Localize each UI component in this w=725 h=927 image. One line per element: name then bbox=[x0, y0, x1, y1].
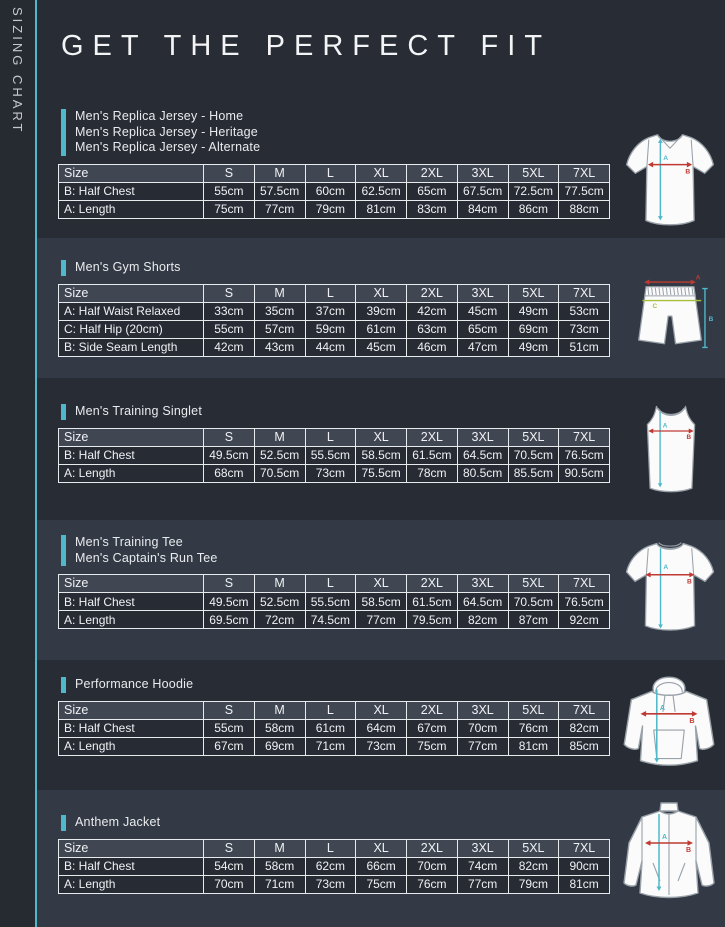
size-table bbox=[58, 428, 610, 483]
shorts-drawing bbox=[624, 271, 716, 365]
size-header-label: Size bbox=[59, 284, 204, 302]
tee-drawing bbox=[620, 536, 720, 640]
product-title-lines bbox=[75, 404, 202, 420]
size-value-cell: 58.5cm bbox=[356, 446, 407, 464]
size-value-cell: 46cm bbox=[407, 338, 458, 356]
size-value-cell: 63cm bbox=[407, 320, 458, 338]
size-value-cell: 70.5cm bbox=[254, 464, 305, 482]
size-value-cell: 42cm bbox=[407, 302, 458, 320]
size-col-header: 2XL bbox=[407, 839, 458, 857]
section-band-jacket bbox=[37, 790, 725, 927]
size-value-cell: 65cm bbox=[457, 320, 508, 338]
size-value-cell: 76cm bbox=[508, 719, 559, 737]
size-table bbox=[58, 574, 610, 629]
size-col-header: 7XL bbox=[559, 164, 610, 182]
product-title: Men's Gym Shorts bbox=[75, 260, 181, 274]
size-col-header: XL bbox=[356, 164, 407, 182]
accent-bar bbox=[61, 109, 66, 156]
size-value-cell: 80.5cm bbox=[457, 464, 508, 482]
size-value-cell: 67.5cm bbox=[457, 182, 508, 200]
size-col-header: 7XL bbox=[559, 701, 610, 719]
measurement-row-label: B: Half Chest bbox=[59, 593, 204, 611]
size-value-cell: 51cm bbox=[559, 338, 610, 356]
measurement-row bbox=[59, 875, 610, 893]
accent-bar bbox=[61, 535, 66, 566]
measurement-row bbox=[59, 611, 610, 629]
size-value-cell: 45cm bbox=[457, 302, 508, 320]
size-col-header: L bbox=[305, 428, 356, 446]
size-value-cell: 44cm bbox=[305, 338, 356, 356]
size-col-header: 7XL bbox=[559, 284, 610, 302]
size-value-cell: 82cm bbox=[559, 719, 610, 737]
product-title-lines bbox=[75, 535, 218, 566]
svg-text:C: C bbox=[652, 302, 658, 310]
svg-text:A: A bbox=[662, 422, 668, 430]
size-value-cell: 87cm bbox=[508, 611, 559, 629]
size-value-cell: 67cm bbox=[204, 737, 255, 755]
size-value-cell: 64cm bbox=[356, 719, 407, 737]
size-value-cell: 76.5cm bbox=[559, 593, 610, 611]
size-col-header: 7XL bbox=[559, 428, 610, 446]
size-header-label: Size bbox=[59, 839, 204, 857]
svg-text:A: A bbox=[659, 703, 665, 712]
size-value-cell: 90.5cm bbox=[559, 464, 610, 482]
product-title-lines bbox=[75, 260, 181, 276]
product-title: Men's Replica Jersey - Alternate bbox=[75, 140, 261, 154]
size-value-cell: 74.5cm bbox=[305, 611, 356, 629]
product-title: Men's Replica Jersey - Home bbox=[75, 109, 244, 123]
svg-text:B: B bbox=[686, 434, 692, 442]
svg-text:B: B bbox=[708, 315, 714, 323]
measurement-row-label: B: Half Chest bbox=[59, 719, 204, 737]
size-value-cell: 54cm bbox=[204, 857, 255, 875]
section-band-singlet bbox=[37, 378, 725, 520]
size-table bbox=[58, 839, 610, 894]
size-col-header: M bbox=[254, 839, 305, 857]
size-value-cell: 60cm bbox=[305, 182, 356, 200]
size-col-header: L bbox=[305, 839, 356, 857]
size-value-cell: 70cm bbox=[457, 719, 508, 737]
size-col-header: 2XL bbox=[407, 428, 458, 446]
shorts-illustration bbox=[624, 271, 716, 365]
size-value-cell: 42cm bbox=[204, 338, 255, 356]
size-value-cell: 58cm bbox=[254, 857, 305, 875]
size-header-row bbox=[59, 428, 610, 446]
size-value-cell: 77cm bbox=[457, 875, 508, 893]
title-spacer bbox=[58, 63, 725, 109]
measurement-row bbox=[59, 302, 610, 320]
measurement-row bbox=[59, 182, 610, 200]
size-header-label: Size bbox=[59, 428, 204, 446]
measurement-row-label: A: Length bbox=[59, 875, 204, 893]
size-col-header: L bbox=[305, 284, 356, 302]
product-title: Men's Replica Jersey - Heritage bbox=[75, 124, 258, 139]
measurement-row bbox=[59, 737, 610, 755]
hoodie-drawing bbox=[617, 667, 721, 781]
measurement-row bbox=[59, 200, 610, 218]
size-value-cell: 72.5cm bbox=[508, 182, 559, 200]
sidebar-label: SIZING CHART bbox=[10, 7, 25, 135]
size-value-cell: 53cm bbox=[559, 302, 610, 320]
section-band-tee bbox=[37, 520, 725, 660]
size-col-header: M bbox=[254, 701, 305, 719]
product-title: Men's Training Singlet bbox=[75, 404, 202, 418]
size-value-cell: 47cm bbox=[457, 338, 508, 356]
size-value-cell: 49cm bbox=[508, 302, 559, 320]
size-value-cell: 37cm bbox=[305, 302, 356, 320]
size-col-header: S bbox=[204, 575, 255, 593]
size-value-cell: 85cm bbox=[559, 737, 610, 755]
product-title-lines bbox=[75, 109, 260, 156]
size-col-header: 3XL bbox=[457, 575, 508, 593]
size-value-cell: 61.5cm bbox=[407, 593, 458, 611]
size-value-cell: 86cm bbox=[508, 200, 559, 218]
size-value-cell: 90cm bbox=[559, 857, 610, 875]
jacket-drawing bbox=[618, 801, 720, 913]
svg-text:B: B bbox=[687, 578, 692, 586]
page-title: GET THE PERFECT FIT bbox=[61, 30, 552, 62]
size-value-cell: 64.5cm bbox=[457, 446, 508, 464]
size-col-header: 2XL bbox=[407, 575, 458, 593]
measurement-row-label: B: Half Chest bbox=[59, 857, 204, 875]
size-col-header: 5XL bbox=[508, 284, 559, 302]
size-value-cell: 73cm bbox=[559, 320, 610, 338]
section-band-hoodie bbox=[37, 660, 725, 790]
size-col-header: S bbox=[204, 284, 255, 302]
size-col-header: S bbox=[204, 428, 255, 446]
size-value-cell: 81cm bbox=[356, 200, 407, 218]
size-col-header: 7XL bbox=[559, 575, 610, 593]
accent-bar bbox=[61, 260, 66, 276]
size-header-row bbox=[59, 701, 610, 719]
size-value-cell: 67cm bbox=[407, 719, 458, 737]
size-value-cell: 84cm bbox=[457, 200, 508, 218]
size-value-cell: 73cm bbox=[305, 875, 356, 893]
size-col-header: 2XL bbox=[407, 701, 458, 719]
size-col-header: XL bbox=[356, 284, 407, 302]
measurement-row bbox=[59, 719, 610, 737]
singlet-drawing bbox=[625, 401, 717, 501]
size-table bbox=[58, 701, 610, 756]
size-col-header: 3XL bbox=[457, 164, 508, 182]
svg-text:A: A bbox=[695, 274, 701, 282]
size-value-cell: 85.5cm bbox=[508, 464, 559, 482]
size-header-row bbox=[59, 164, 610, 182]
size-col-header: 5XL bbox=[508, 701, 559, 719]
measurement-row-label: C: Half Hip (20cm) bbox=[59, 320, 204, 338]
size-value-cell: 69.5cm bbox=[204, 611, 255, 629]
size-value-cell: 79cm bbox=[305, 200, 356, 218]
product-title: Men's Captain's Run Tee bbox=[75, 550, 218, 565]
measurement-row bbox=[59, 464, 610, 482]
size-value-cell: 73cm bbox=[305, 464, 356, 482]
hoodie-illustration bbox=[617, 667, 721, 781]
product-title: Men's Training Tee bbox=[75, 535, 183, 549]
size-value-cell: 75cm bbox=[407, 737, 458, 755]
size-header-row bbox=[59, 284, 610, 302]
size-col-header: S bbox=[204, 164, 255, 182]
size-col-header: 2XL bbox=[407, 164, 458, 182]
jersey-drawing bbox=[620, 128, 720, 234]
measurement-row-label: B: Half Chest bbox=[59, 182, 204, 200]
size-value-cell: 79.5cm bbox=[407, 611, 458, 629]
tee-illustration bbox=[620, 536, 720, 640]
size-value-cell: 75cm bbox=[204, 200, 255, 218]
measurement-row-label: A: Length bbox=[59, 737, 204, 755]
size-col-header: 7XL bbox=[559, 839, 610, 857]
size-col-header: 2XL bbox=[407, 284, 458, 302]
size-value-cell: 75.5cm bbox=[356, 464, 407, 482]
svg-text:B: B bbox=[685, 168, 691, 176]
svg-text:A: A bbox=[663, 154, 669, 162]
size-col-header: XL bbox=[356, 575, 407, 593]
size-col-header: XL bbox=[356, 428, 407, 446]
svg-text:A: A bbox=[662, 834, 668, 841]
size-value-cell: 69cm bbox=[254, 737, 305, 755]
size-value-cell: 57.5cm bbox=[254, 182, 305, 200]
size-table bbox=[58, 284, 610, 357]
size-col-header: 5XL bbox=[508, 575, 559, 593]
size-value-cell: 61.5cm bbox=[407, 446, 458, 464]
size-value-cell: 78cm bbox=[407, 464, 458, 482]
size-value-cell: 88cm bbox=[559, 200, 610, 218]
size-value-cell: 66cm bbox=[356, 857, 407, 875]
size-value-cell: 70.5cm bbox=[508, 446, 559, 464]
measurement-row bbox=[59, 320, 610, 338]
size-value-cell: 82cm bbox=[457, 611, 508, 629]
measurement-row-label: B: Side Seam Length bbox=[59, 338, 204, 356]
size-value-cell: 77cm bbox=[356, 611, 407, 629]
jacket-illustration bbox=[618, 801, 720, 913]
product-title: Performance Hoodie bbox=[75, 677, 194, 691]
size-value-cell: 77cm bbox=[457, 737, 508, 755]
size-value-cell: 39cm bbox=[356, 302, 407, 320]
size-value-cell: 62cm bbox=[305, 857, 356, 875]
svg-text:B: B bbox=[689, 716, 695, 725]
size-value-cell: 69cm bbox=[508, 320, 559, 338]
size-col-header: 3XL bbox=[457, 839, 508, 857]
measurement-row-label: A: Half Waist Relaxed bbox=[59, 302, 204, 320]
size-value-cell: 74cm bbox=[457, 857, 508, 875]
svg-text:B: B bbox=[686, 847, 692, 854]
size-value-cell: 59cm bbox=[305, 320, 356, 338]
size-value-cell: 70.5cm bbox=[508, 593, 559, 611]
size-col-header: S bbox=[204, 839, 255, 857]
size-col-header: 5XL bbox=[508, 164, 559, 182]
size-value-cell: 82cm bbox=[508, 857, 559, 875]
size-header-row bbox=[59, 839, 610, 857]
measurement-row bbox=[59, 593, 610, 611]
size-value-cell: 55cm bbox=[204, 719, 255, 737]
size-value-cell: 57cm bbox=[254, 320, 305, 338]
size-value-cell: 35cm bbox=[254, 302, 305, 320]
size-col-header: 3XL bbox=[457, 701, 508, 719]
measurement-row-label: A: Length bbox=[59, 200, 204, 218]
measurement-row bbox=[59, 857, 610, 875]
sidebar-rail bbox=[0, 0, 37, 927]
size-value-cell: 64.5cm bbox=[457, 593, 508, 611]
size-value-cell: 49.5cm bbox=[204, 593, 255, 611]
size-value-cell: 79cm bbox=[508, 875, 559, 893]
size-value-cell: 81cm bbox=[559, 875, 610, 893]
size-col-header: M bbox=[254, 428, 305, 446]
size-value-cell: 55.5cm bbox=[305, 593, 356, 611]
size-value-cell: 55.5cm bbox=[305, 446, 356, 464]
size-col-header: L bbox=[305, 701, 356, 719]
size-value-cell: 71cm bbox=[254, 875, 305, 893]
size-value-cell: 52.5cm bbox=[254, 593, 305, 611]
size-value-cell: 81cm bbox=[508, 737, 559, 755]
size-value-cell: 77.5cm bbox=[559, 182, 610, 200]
accent-bar bbox=[61, 677, 66, 693]
measurement-row-label: B: Half Chest bbox=[59, 446, 204, 464]
singlet-illustration bbox=[625, 401, 717, 501]
size-header-label: Size bbox=[59, 575, 204, 593]
size-value-cell: 55cm bbox=[204, 320, 255, 338]
size-col-header: M bbox=[254, 575, 305, 593]
section-band-shorts bbox=[37, 238, 725, 378]
size-table bbox=[58, 164, 610, 219]
size-value-cell: 77cm bbox=[254, 200, 305, 218]
size-header-label: Size bbox=[59, 701, 204, 719]
measurement-row bbox=[59, 446, 610, 464]
size-col-header: 5XL bbox=[508, 428, 559, 446]
size-value-cell: 33cm bbox=[204, 302, 255, 320]
product-title-lines bbox=[75, 815, 160, 831]
size-col-header: XL bbox=[356, 839, 407, 857]
size-value-cell: 92cm bbox=[559, 611, 610, 629]
size-header-label: Size bbox=[59, 164, 204, 182]
measurement-row-label: A: Length bbox=[59, 611, 204, 629]
size-value-cell: 45cm bbox=[356, 338, 407, 356]
size-value-cell: 75cm bbox=[356, 875, 407, 893]
svg-text:A: A bbox=[663, 564, 669, 572]
jersey-illustration bbox=[620, 128, 720, 234]
product-title-lines bbox=[75, 677, 193, 693]
size-value-cell: 70cm bbox=[204, 875, 255, 893]
size-value-cell: 55cm bbox=[204, 182, 255, 200]
size-value-cell: 68cm bbox=[204, 464, 255, 482]
size-value-cell: 76.5cm bbox=[559, 446, 610, 464]
accent-bar bbox=[61, 404, 66, 420]
size-value-cell: 58cm bbox=[254, 719, 305, 737]
size-col-header: M bbox=[254, 284, 305, 302]
size-value-cell: 72cm bbox=[254, 611, 305, 629]
size-value-cell: 70cm bbox=[407, 857, 458, 875]
size-col-header: M bbox=[254, 164, 305, 182]
product-title: Anthem Jacket bbox=[75, 815, 161, 829]
size-col-header: L bbox=[305, 575, 356, 593]
size-value-cell: 62.5cm bbox=[356, 182, 407, 200]
size-col-header: XL bbox=[356, 701, 407, 719]
size-value-cell: 65cm bbox=[407, 182, 458, 200]
size-col-header: 5XL bbox=[508, 839, 559, 857]
size-value-cell: 73cm bbox=[356, 737, 407, 755]
section-band-jersey bbox=[37, 0, 725, 238]
size-col-header: 3XL bbox=[457, 284, 508, 302]
main-content bbox=[37, 0, 725, 927]
size-col-header: L bbox=[305, 164, 356, 182]
size-value-cell: 43cm bbox=[254, 338, 305, 356]
size-value-cell: 52.5cm bbox=[254, 446, 305, 464]
size-value-cell: 49cm bbox=[508, 338, 559, 356]
accent-bar bbox=[61, 815, 66, 831]
size-value-cell: 76cm bbox=[407, 875, 458, 893]
measurement-row bbox=[59, 338, 610, 356]
size-value-cell: 71cm bbox=[305, 737, 356, 755]
size-value-cell: 61cm bbox=[356, 320, 407, 338]
size-value-cell: 49.5cm bbox=[204, 446, 255, 464]
measurement-row-label: A: Length bbox=[59, 464, 204, 482]
size-col-header: 3XL bbox=[457, 428, 508, 446]
size-value-cell: 83cm bbox=[407, 200, 458, 218]
size-value-cell: 58.5cm bbox=[356, 593, 407, 611]
size-header-row bbox=[59, 575, 610, 593]
size-col-header: S bbox=[204, 701, 255, 719]
size-value-cell: 61cm bbox=[305, 719, 356, 737]
